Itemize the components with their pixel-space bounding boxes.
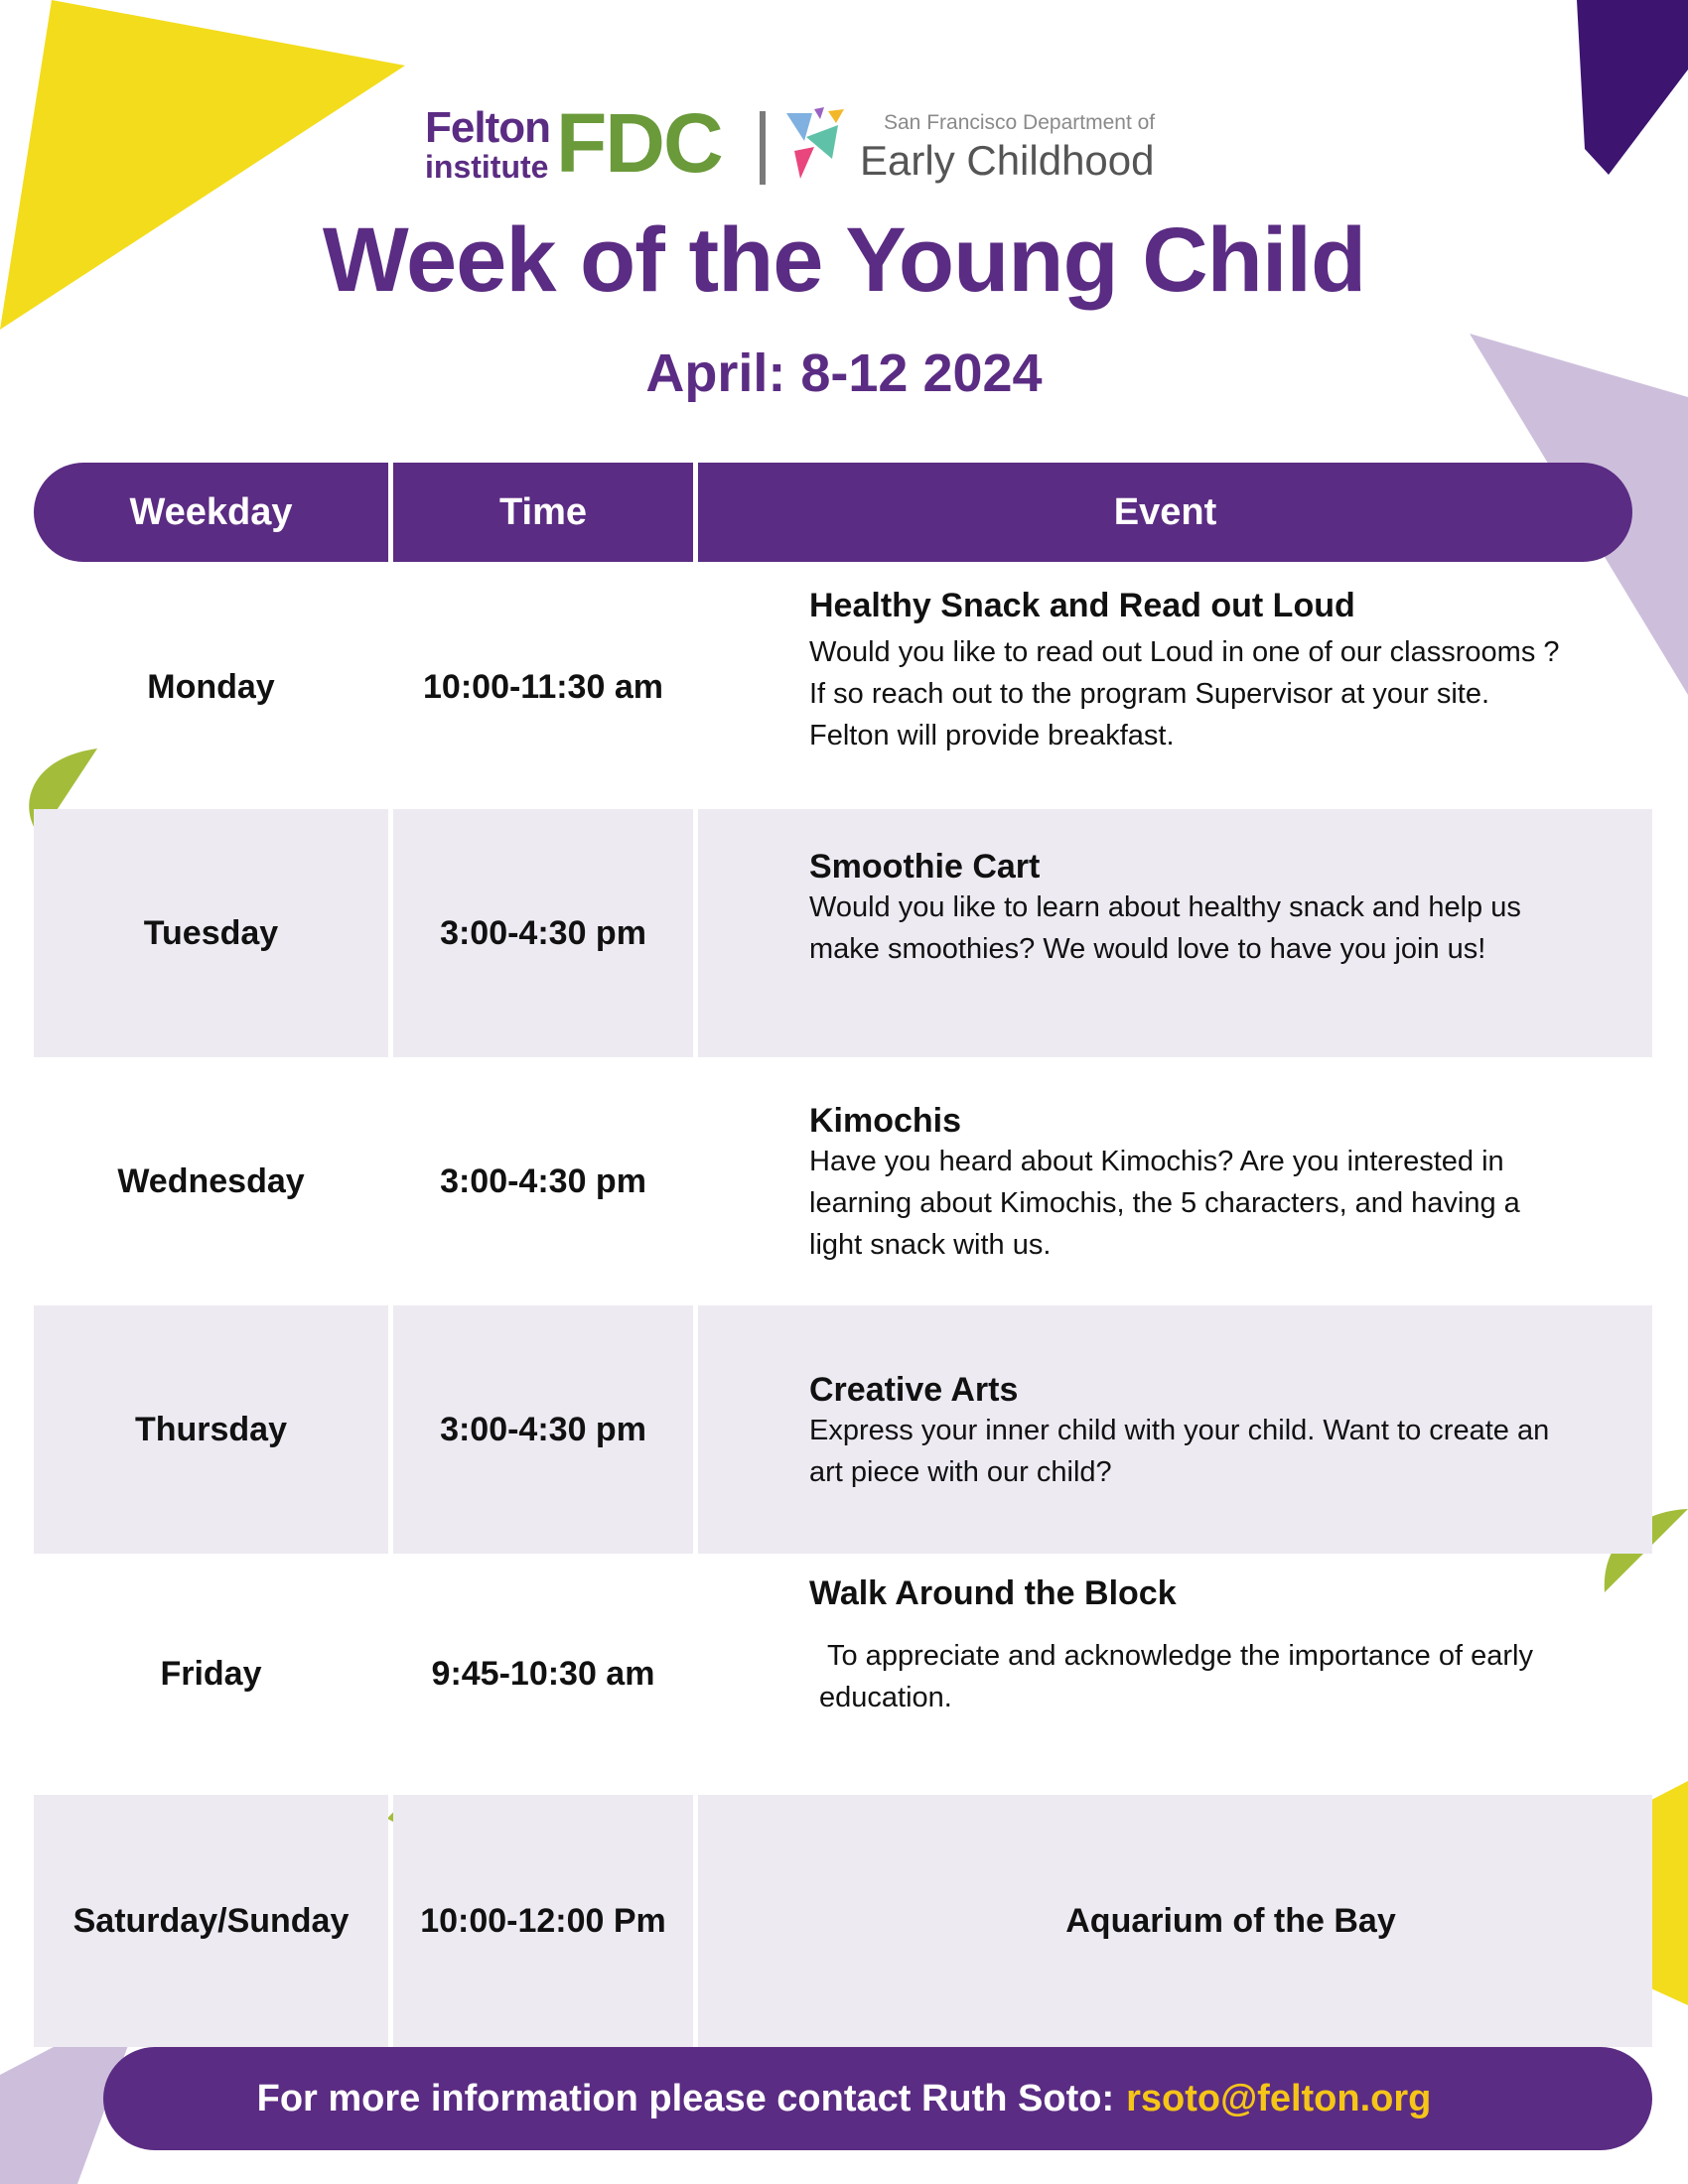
sfdec-logo-line2: Early Childhood	[860, 137, 1155, 184]
table-row-thursday	[34, 1305, 1652, 1554]
time-cell: 3:00-4:30 pm	[393, 1305, 693, 1554]
logo-bar	[0, 96, 1688, 199]
event-cell	[698, 1795, 1652, 2047]
sfdec-logo-line1: San Francisco Department of	[884, 111, 1156, 134]
event-description-line: education.	[819, 1682, 952, 1713]
event-cell	[698, 1057, 1652, 1305]
weekday-cell: Thursday	[34, 1305, 388, 1554]
weekday-cell: Tuesday	[34, 809, 388, 1057]
time-cell: 3:00-4:30 pm	[440, 1161, 646, 1200]
event-description-line: If so reach out to the program Supervisor at your site.	[809, 678, 1490, 710]
event-cell	[698, 1305, 1652, 1554]
event-title: Creative Arts	[809, 1371, 1019, 1409]
event-title: Walk Around the Block	[809, 1574, 1177, 1612]
event-description-line: Felton will provide breakfast.	[809, 720, 1175, 751]
event-description-line: make smoothies? We would love to have you join us!	[809, 933, 1486, 965]
column-header-weekday: Weekday	[34, 463, 388, 562]
weekday-cell: Saturday/Sunday	[34, 1795, 388, 2047]
contact-email-link[interactable]: rsoto@felton.org	[1126, 2077, 1432, 2119]
event-title: Aquarium of the Bay	[1065, 1902, 1396, 1940]
time-cell: 3:00-4:30 pm	[393, 809, 693, 1057]
footer-contact	[0, 2047, 1688, 2150]
event-description-line: art piece with our child?	[809, 1456, 1112, 1488]
weekday-cell: Friday	[160, 1655, 262, 1693]
event-cell	[698, 566, 1652, 809]
fdc-logo: FDC	[556, 96, 722, 190]
event-description-line: Would you like to read out Loud in one of our classrooms ?	[809, 636, 1560, 668]
time-cell: 9:45-10:30 am	[431, 1655, 655, 1693]
event-description-line: Would you like to learn about healthy snack and help us	[809, 891, 1521, 923]
event-description	[809, 631, 1652, 756]
footer-contact-text: For more information please contact Ruth Soto:	[256, 2077, 1115, 2119]
weekday-cell: Monday	[147, 668, 275, 706]
table-row-monday	[34, 566, 1652, 809]
table-header	[34, 463, 1632, 562]
felton-logo-word: Felton	[425, 103, 550, 152]
felton-logo-sub: institute	[425, 149, 549, 185]
event-description-line: To appreciate and acknowledge the importance of early	[827, 1640, 1533, 1672]
event-description	[809, 887, 1652, 970]
event-description-line: light snack with us.	[809, 1229, 1052, 1261]
event-cell	[698, 809, 1652, 1057]
column-header-time: Time	[393, 463, 693, 562]
event-title: Kimochis	[809, 1102, 962, 1140]
event-cell	[698, 1554, 1652, 1795]
event-title: Healthy Snack and Read out Loud	[809, 587, 1355, 624]
table-row-wednesday	[34, 1057, 1652, 1305]
event-title: Smoothie Cart	[809, 848, 1041, 886]
event-description	[809, 1635, 1652, 1718]
sfdec-logo-icon	[784, 107, 854, 181]
time-cell: 10:00-12:00 Pm	[393, 1795, 693, 2047]
table-row-weekend	[34, 1795, 1652, 2047]
event-description-line: learning about Kimochis, the 5 characters, and having a	[809, 1187, 1520, 1219]
table-row-friday	[34, 1554, 1652, 1795]
page-subtitle: April: 8-12 2024	[645, 343, 1043, 403]
event-description-line: Express your inner child with your child. Want to create an	[809, 1415, 1550, 1446]
time-cell: 10:00-11:30 am	[423, 668, 663, 706]
page-title: Week of the Young Child	[322, 209, 1366, 311]
event-description-line: Have you heard about Kimochis? Are you interested in	[809, 1146, 1504, 1177]
table-row-tuesday	[34, 809, 1652, 1057]
column-header-event: Event	[698, 463, 1632, 562]
weekday-cell: Wednesday	[117, 1161, 305, 1200]
event-description	[809, 1141, 1652, 1266]
logo-divider	[760, 111, 766, 185]
event-description	[809, 1410, 1652, 1493]
